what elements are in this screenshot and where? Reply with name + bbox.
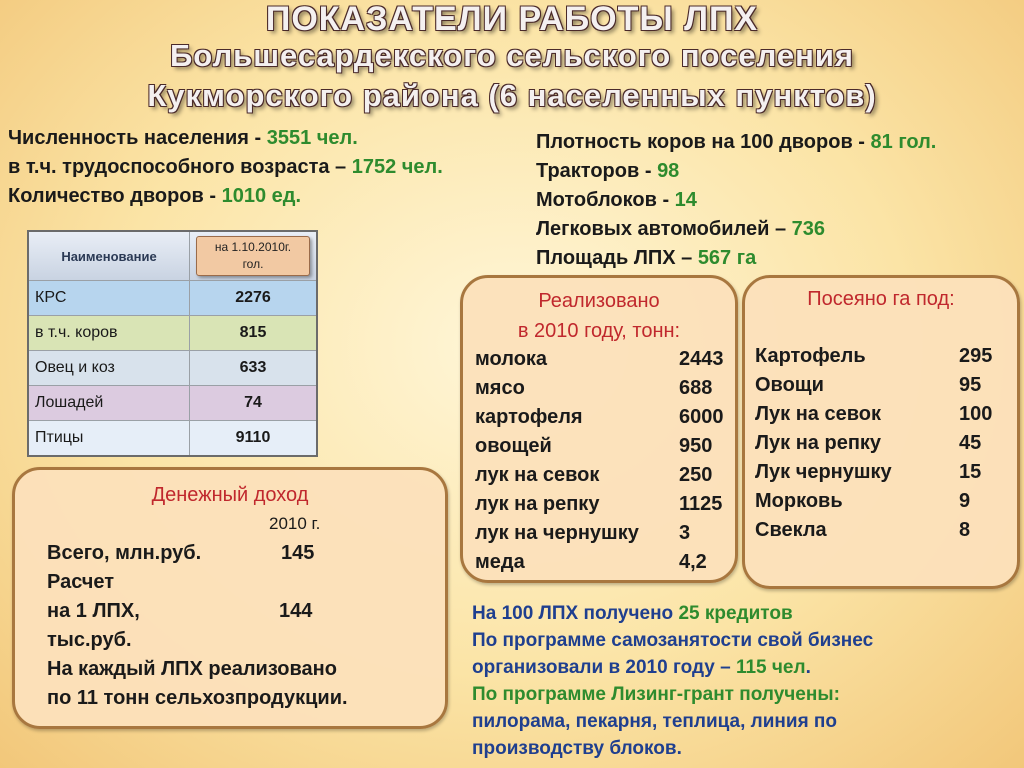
stat-cars bbox=[536, 215, 825, 244]
stat-households bbox=[8, 182, 301, 211]
list-item-value: 2443 bbox=[679, 348, 724, 370]
list-item-value: 688 bbox=[679, 377, 713, 399]
sown-area-box bbox=[742, 275, 1020, 589]
list-item-name: Морковь bbox=[755, 490, 843, 512]
stat-value: 567 га bbox=[697, 247, 757, 269]
income-title: Денежный доход bbox=[151, 484, 309, 506]
page-subtitle-settlement: Большесардекского сельского поселения bbox=[170, 38, 854, 73]
page-title: ПОКАЗАТЕЛИ РАБОТЫ ЛПХ bbox=[265, 0, 759, 38]
stat-value: 81 гол. bbox=[870, 131, 937, 153]
stat-value: 736 bbox=[791, 218, 826, 240]
list-item-value: 100 bbox=[959, 403, 993, 425]
stat-label: Количество дворов - bbox=[8, 185, 222, 207]
income-calc-line3: тыс.руб. bbox=[47, 629, 132, 651]
list-item-value: 8 bbox=[959, 519, 971, 541]
sold-title-line2: в 2010 году, тонн: bbox=[517, 320, 681, 342]
row-value: 633 bbox=[190, 351, 318, 386]
stat-working-age bbox=[8, 153, 443, 182]
row-value: 9110 bbox=[190, 421, 318, 457]
row-name: Лошадей bbox=[28, 386, 190, 421]
stat-value: 1752 чел. bbox=[351, 156, 443, 178]
credits-note bbox=[472, 600, 873, 627]
stat-value: 1010 ед. bbox=[221, 185, 302, 207]
list-item-name: картофеля bbox=[475, 406, 583, 428]
income-calc-line1: Расчет bbox=[47, 571, 115, 593]
income-year: 2010 г. bbox=[269, 514, 321, 533]
list-item-value: 1125 bbox=[679, 493, 723, 515]
list-item-value: 4,2 bbox=[679, 551, 707, 573]
stat-area bbox=[536, 244, 756, 273]
list-item-value: 295 bbox=[959, 345, 993, 367]
list-item-name: овощей bbox=[475, 435, 552, 457]
row-value: 74 bbox=[190, 386, 318, 421]
list-item-value: 95 bbox=[959, 374, 982, 396]
list-item-name: Лук на севок bbox=[755, 403, 881, 425]
list-item-name: меда bbox=[475, 551, 525, 573]
list-item-name: Лук чернушку bbox=[755, 461, 892, 483]
header-unit-text: гол. bbox=[242, 257, 264, 271]
income-total-label: Всего, млн.руб. bbox=[47, 542, 202, 564]
sown-title: Посеяно га под: bbox=[807, 288, 955, 310]
row-name: КРС bbox=[28, 281, 190, 316]
table-row bbox=[28, 316, 317, 351]
list-item-name: мясо bbox=[475, 377, 525, 399]
list-item-name: молока bbox=[475, 348, 548, 370]
table-row bbox=[28, 386, 317, 421]
list-item-name: лук на чернушку bbox=[475, 522, 639, 544]
bottom-notes bbox=[472, 600, 873, 762]
stat-label: Мотоблоков - bbox=[536, 189, 675, 211]
stat-label: Тракторов - bbox=[536, 160, 658, 182]
income-calc-value: 144 bbox=[279, 600, 313, 622]
list-item-name: Овощи bbox=[755, 374, 824, 396]
income-calc-line2: на 1 ЛПХ, bbox=[47, 600, 140, 622]
stat-label: Легковых автомобилей – bbox=[536, 218, 792, 240]
list-item-value: 15 bbox=[959, 461, 982, 483]
row-name: в т.ч. коров bbox=[28, 316, 190, 351]
list-item-name: лук на репку bbox=[475, 493, 600, 515]
stat-label: Численность населения - bbox=[8, 127, 267, 149]
stat-label: Площадь ЛПХ – bbox=[536, 247, 698, 269]
stat-value: 3551 чел. bbox=[266, 127, 358, 149]
table-row bbox=[28, 421, 317, 457]
list-item-value: 6000 bbox=[679, 406, 724, 428]
leasing-line2: пилорама, пекарня, теплица, линия по bbox=[472, 711, 838, 732]
list-item-value: 45 bbox=[959, 432, 982, 454]
sold-title-line1: Реализовано bbox=[538, 290, 660, 312]
date-header-badge bbox=[196, 236, 310, 276]
table-header-row bbox=[28, 231, 317, 281]
list-item-name: Картофель bbox=[755, 345, 866, 367]
stat-cow-density bbox=[536, 128, 936, 157]
self-employment-end: . bbox=[805, 657, 811, 678]
sold-products-box bbox=[460, 275, 738, 583]
table-row bbox=[28, 281, 317, 316]
stat-population bbox=[8, 124, 358, 153]
column-header-name: Наименование bbox=[28, 231, 190, 281]
row-value: 2276 bbox=[190, 281, 318, 316]
credits-value: 25 кредитов bbox=[678, 603, 793, 624]
leasing-line3: производству блоков. bbox=[472, 738, 682, 759]
list-item-value: 3 bbox=[679, 522, 691, 544]
row-value: 815 bbox=[190, 316, 318, 351]
livestock-table bbox=[27, 230, 318, 457]
stat-value: 98 bbox=[657, 160, 680, 182]
header-date-text: на 1.10.2010г. bbox=[214, 240, 292, 254]
stat-tractors bbox=[536, 157, 679, 186]
list-item-name: Лук на репку bbox=[755, 432, 882, 454]
income-note-line1: На каждый ЛПХ реализовано bbox=[47, 658, 337, 680]
income-box bbox=[12, 467, 448, 729]
row-name: Овец и коз bbox=[28, 351, 190, 386]
list-item-value: 9 bbox=[959, 490, 971, 512]
stat-motoblocks bbox=[536, 186, 697, 215]
leasing-line1: По программе Лизинг-грант получены: bbox=[472, 684, 840, 705]
income-total-value: 145 bbox=[281, 542, 315, 564]
list-item-name: Свекла bbox=[755, 519, 827, 541]
self-employment-line1: По программе самозанятости свой бизнес bbox=[472, 630, 874, 651]
column-header-date bbox=[190, 231, 318, 281]
row-name: Птицы bbox=[28, 421, 190, 457]
table-row bbox=[28, 351, 317, 386]
self-employment-line2 bbox=[472, 654, 873, 681]
credits-text: На 100 ЛПХ получено bbox=[472, 603, 679, 624]
stat-label: в т.ч. трудоспособного возраста – bbox=[8, 156, 352, 178]
self-employment-text: организовали в 2010 году – bbox=[472, 657, 736, 678]
list-item-name: лук на севок bbox=[475, 464, 600, 486]
stat-value: 14 bbox=[674, 189, 697, 211]
list-item-value: 950 bbox=[679, 435, 713, 457]
income-note-line2: по 11 тонн сельхозпродукции. bbox=[47, 687, 348, 709]
self-employment-value: 115 чел bbox=[735, 657, 806, 678]
stat-label: Плотность коров на 100 дворов - bbox=[536, 131, 871, 153]
page-subtitle-district: Кукморского района (6 населенных пунктов) bbox=[147, 78, 877, 113]
list-item-value: 250 bbox=[679, 464, 713, 486]
